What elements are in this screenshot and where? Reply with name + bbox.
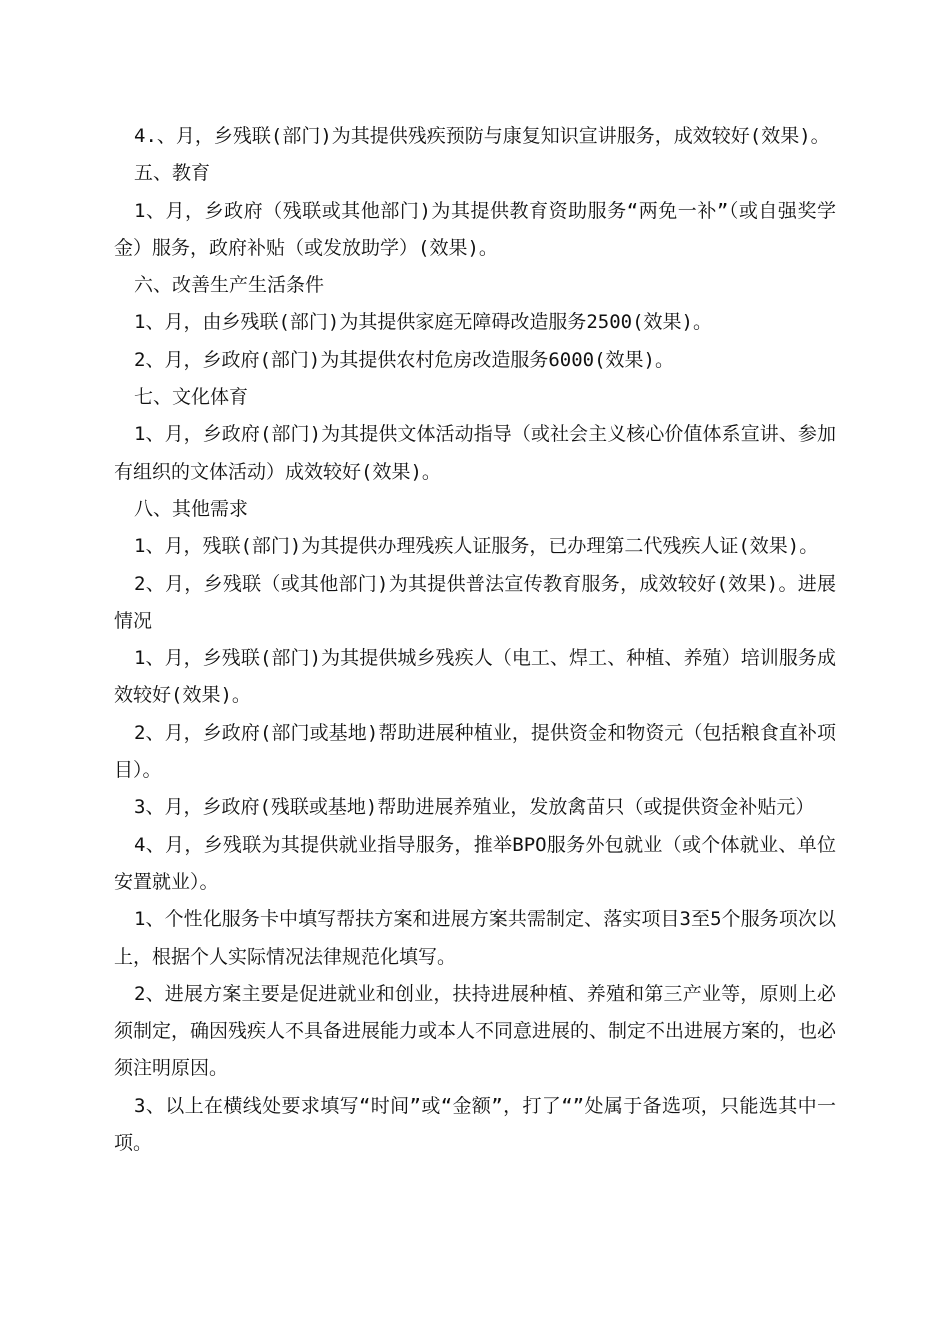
- paragraph-other-item-1: 1、月，残联(部门)为其提供办理残疾人证服务，已办理第二代残疾人证(效果)。: [134, 535, 819, 558]
- section-heading-culture-sports: 七、文化体育: [134, 386, 249, 409]
- paragraph-living-item-1: 1、月，由乡残联(部门)为其提供家庭无障碍改造服务2500(效果)。: [134, 311, 712, 334]
- section-heading-living-conditions: 六、改善生产生活条件: [134, 274, 325, 297]
- document-body: [114, 118, 836, 1162]
- paragraph-rehab-item-4: 4.、月，乡残联(部门)为其提供残疾预防与康复知识宣讲服务，成效较好(效果)。: [134, 125, 830, 147]
- paragraph-progress-item-4: 4、月，乡残联为其提供就业指导服务，推举BPO服务外包就业（或个体就业、单位安置就业）。: [114, 833, 836, 893]
- paragraph-progress-item-1: 1、月，乡残联(部门)为其提供城乡残疾人（电工、焊工、种植、养殖）培训服务成效较好(效果)。: [114, 647, 836, 707]
- paragraph-progress-item-3: 3、月，乡政府(残联或基地)帮助进展养殖业，发放禽苗只（或提供资金补贴元）: [134, 796, 815, 819]
- section-heading-other-needs: 八、其他需求: [134, 497, 249, 520]
- section-heading-education: 五、教育: [134, 162, 211, 185]
- paragraph-education-item-1: 1、月，乡政府（残联或其他部门)为其提供教育资助服务“两免一补”（或自强奖学金）服务，政府补贴（或发放助学）(效果)。: [114, 199, 836, 259]
- paragraph-progress-item-2: 2、月，乡政府(部门或基地)帮助进展种植业，提供资金和物资元（包括粮食直补项目）。: [114, 721, 836, 782]
- paragraph-note-item-2: 2、进展方案主要是促进就业和创业，扶持进展种植、养殖和第三产业等，原则上必须制定，确因残疾人不具备进展能力或本人不同意进展的、制定不出进展方案的，也必须注明原因。: [114, 982, 837, 1080]
- paragraph-note-item-1: 1、个性化服务卡中填写帮扶方案和进展方案共需制定、落实项目3至5个服务项次以上，根据个人实际情况法律规范化填写。: [114, 908, 836, 968]
- paragraph-other-item-2: 2、月，乡残联（或其他部门)为其提供普法宣传教育服务，成效较好(效果)。进展情况: [114, 572, 836, 632]
- paragraph-culture-item-1: 1、月，乡政府(部门)为其提供文体活动指导（或社会主义核心价值体系宣讲、参加有组织的文体活动）成效较好(效果)。: [114, 423, 836, 483]
- paragraph-living-item-2: 2、月，乡政府(部门)为其提供农村危房改造服务6000(效果)。: [134, 348, 674, 371]
- paragraph-note-item-3: 3、以上在横线处要求填写“时间”或“金额”，打了“”处属于备选项，只能选其中一项。: [114, 1094, 836, 1155]
